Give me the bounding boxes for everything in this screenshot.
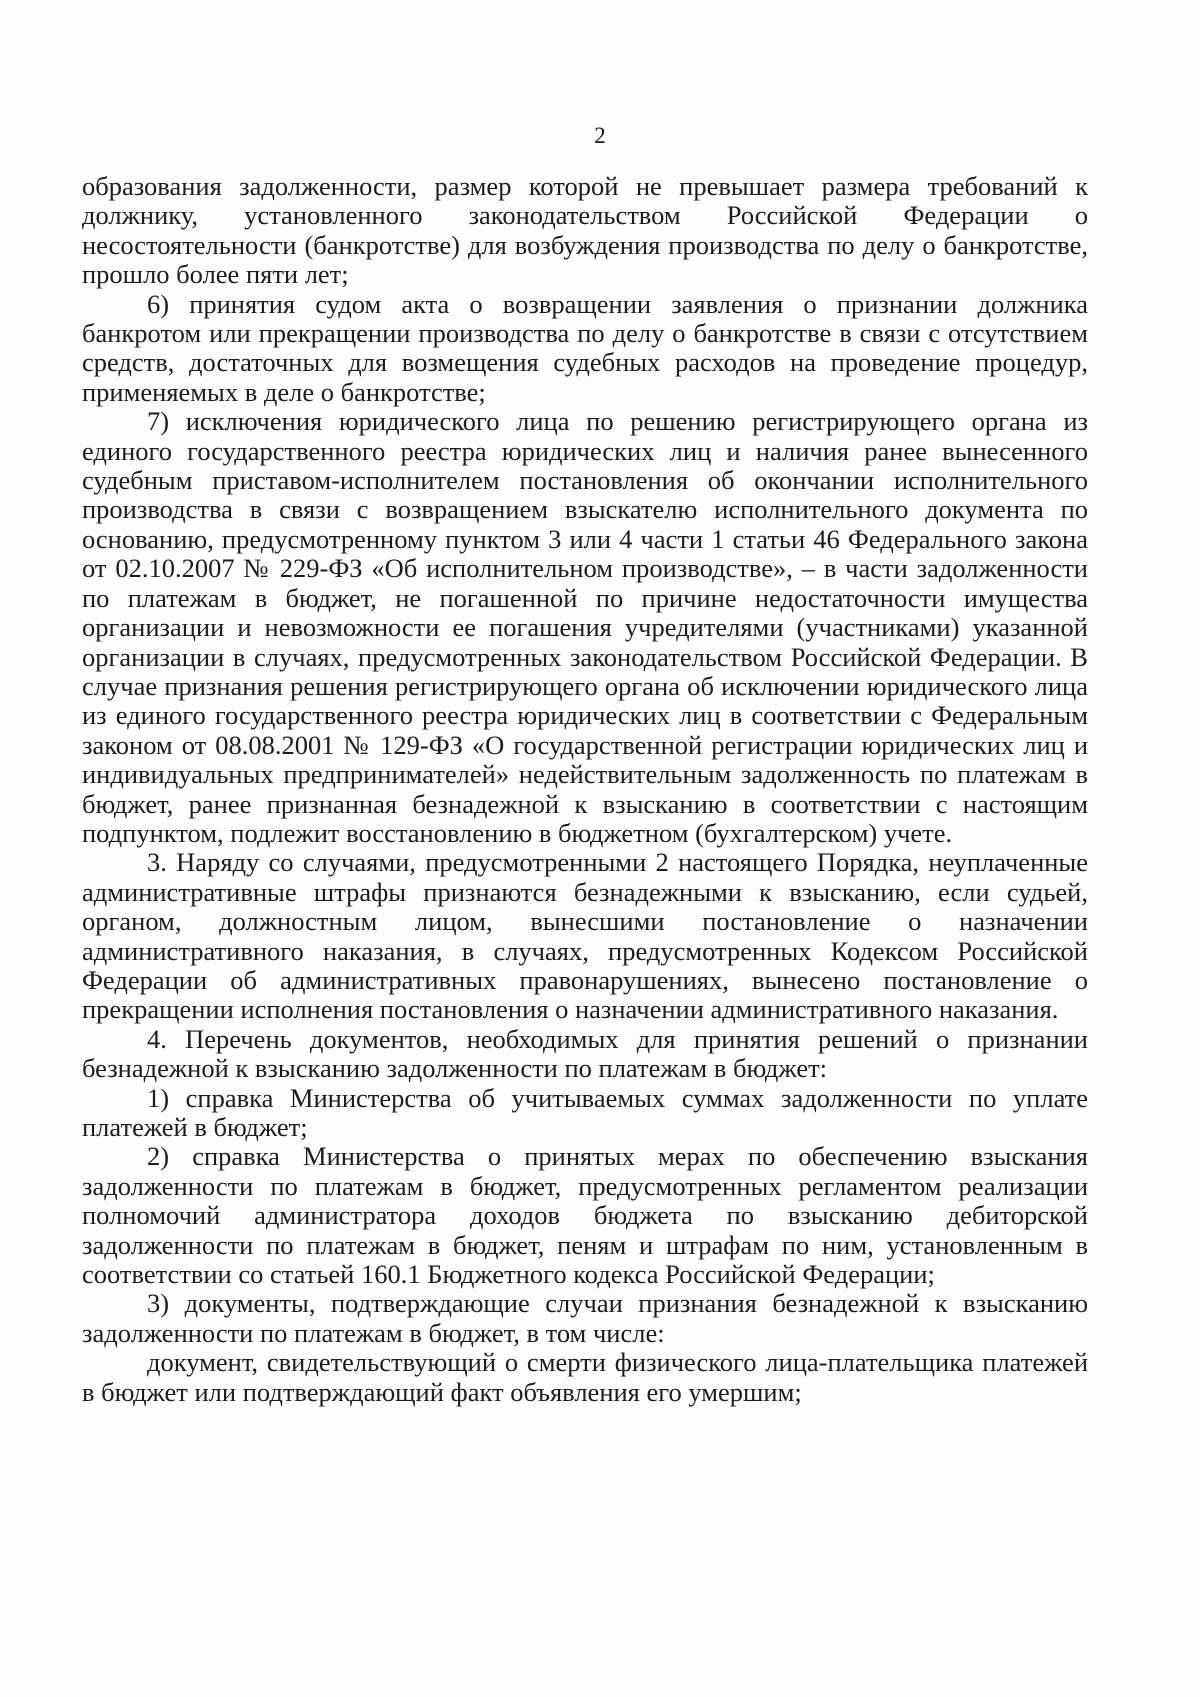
page-number: 2 <box>594 123 606 148</box>
paragraph-item-6: 6) принятия судом акта о возвращении заявления о признании должника банкротом или прекращении производства по делу о банкротстве в связи с отсутствием средств, достаточных для возмещения судебных расходов на проведение процедур, применяемых в деле о банкротстве; <box>82 288 1088 407</box>
paragraph-sub-3: 3) документы, подтверждающие случаи признания безнадежной к взысканию задолженности по платежам в бюджет, в том числе: <box>82 1288 1088 1348</box>
document-body <box>82 172 1088 1407</box>
paragraph-section-4: 4. Перечень документов, необходимых для принятия решений о признании безнадежной к взысканию задолженности по платежам в бюджет: <box>82 1023 1088 1084</box>
paragraph-sub-2: 2) справка Министерства о принятых мерах по обеспечению взыскания задолженности по платежам в бюджет, предусмотренных регламентом реализации полномочий администратора доходов бюджета по взысканию дебиторской задолженности по платежам в бюджет, пеням и штрафам по ним, установленным в соответствии со статьей 160.1 Бюджетного кодекса Российской Федерации; <box>82 1141 1088 1290</box>
paragraph-section-3: 3. Наряду со случаями, предусмотренными 2 настоящего Порядка, неуплаченные административные штрафы признаются безнадежными к взысканию, если судьей, органом, должностным лицом, вынесшими постановление о назначении административного наказания, в случаях, предусмотренных Кодексом Российской Федерации об административных правонарушениях, вынесено постановление о прекращении исполнения постановления о назначении административного наказания. <box>82 847 1088 1025</box>
paragraph-continuation: образования задолженности, размер которой не превышает размера требований к должнику, установленного законодательством Российской Федерации о несостоятельности (банкротстве) для возбуждения производства по делу о банкротстве, прошло более пяти лет; <box>82 171 1088 290</box>
paragraph-death-document: документ, свидетельствующий о смерти физического лица-плательщика платежей в бюджет или подтверждающий факт объявления его умершим; <box>82 1347 1088 1407</box>
paragraph-sub-1: 1) справка Министерства об учитываемых суммах задолженности по уплате платежей в бюджет; <box>82 1082 1088 1142</box>
paragraph-item-7: 7) исключения юридического лица по решению регистрирующего органа из единого государственного реестра юридических лиц и наличия ранее вынесенного судебным приставом-исполнителем постановления об окончании исполнительного производства в связи с возвращением взыскателю исполнительного документа по основанию, предусмотренному пунктом 3 или 4 части 1 статьи 46 Федерального закона от 02.10.2007 № 229-ФЗ «Об исполнительном производстве», – в части задолженности по платежам в бюджет, не погашенной по причине недостаточности имущества организации и невозможности ее погашения учредителями (участниками) указанной организации в случаях, предусмотренных законодательством Российской Федерации. В случае признания решения регистрирующего органа об исключении юридического лица из единого государственного реестра юридических лиц в соответствии с Федеральным законом от 08.08.2001 № 129-ФЗ «О государственной регистрации юридических лиц и индивидуальных предпринимателей» недействительным задолженность по платежам в бюджет, ранее признанная безнадежной к взысканию в соответствии с настоящим подпунктом, подлежит восстановлению в бюджетном (бухгалтерском) учете. <box>82 406 1088 848</box>
